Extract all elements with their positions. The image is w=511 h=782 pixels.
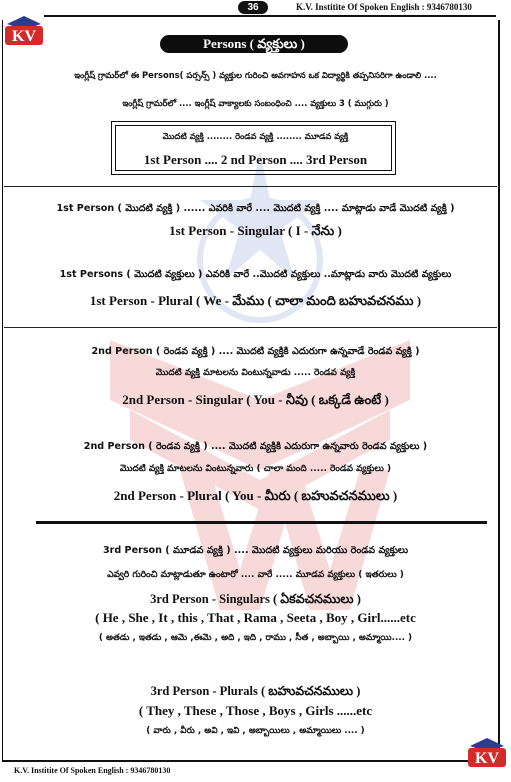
first-person-plural: 1st Person - Plural ( We - మేము ( చాలా మంది బహువచనము ) [89, 293, 422, 308]
box-english-line: 1st Person .... 2 nd Person .... 3rd Person [143, 152, 368, 167]
kv-logo-icon [466, 736, 508, 768]
third-person-definition-2: ఎవ్వరి గురించి మాట్లాడుతూ ఉంటారో .... వారే ..... మూడవ వ్యక్తులు ( ఇతరులు ) [107, 570, 404, 580]
section-divider [4, 186, 497, 187]
third-person-plurals-heading: 3rd Person - Plurals ( బహువచనములు ) [150, 684, 361, 698]
third-person-plurals-telugu: ( వారు , వీరు , అవి , ఇవి , అబ్బాయిలు , అమ్మాయిలు .... ) [146, 726, 365, 736]
third-person-singulars-telugu: ( అతడు , ఇతడు , ఆమె ,ఈమె , అది , ఇది , రాము , సీత , అబ్బాయి , అమ్మాయి.... ) [98, 633, 413, 643]
first-person-definition: 1st Person ( మొదటి వ్యక్తి ) ...... ఎవరికి వారే .... మొదటి వ్యక్తి .... మాట్లాడు వాడే మొదటి వ్యక్తి ) [56, 203, 455, 214]
section-divider [4, 327, 497, 328]
third-person-definition-1: 3rd Person ( మూడవ వ్యక్తి ) .... మొదటి వ్యక్తులు మరియు రెండవ వ్యక్తులు [102, 545, 409, 556]
kv-logo-icon [3, 14, 45, 46]
page-title: Persons ( వ్యక్తులు ) [160, 35, 348, 53]
footer-institute: K.V. Institite Of Spoken English : 9346780130 [14, 766, 171, 775]
second-person-definition: 2nd Person ( రెండవ వ్యక్తి ) .... మొదటి వ్యక్తికి ఎదురుగా ఉన్నవాడే రెండవ వ్యక్తి ) [91, 346, 420, 357]
intro-line-2: ఇంగ్లీష్ గ్రామర్‌లో .... ఇంగ్లీష్ వాక్యాలకు సంబంధించి .... వ్యక్తులు 3 ( ముగ్గురు ) [122, 98, 389, 108]
first-persons-definition: 1st Persons ( మొదటి వ్యక్తులు ) ఎవరికి వారే ..మొదటి వ్యక్తులు ..మాట్లాడు వారు మొదటి వ్యక్తులు [59, 269, 452, 280]
second-person-definition-2: మొదటి వ్యక్తి మాటలను వింటున్నవాడు ..... రెండవ వ్యక్తి [155, 368, 356, 378]
second-persons-definition: 2nd Person ( రెండవ వ్యక్తి ) .... మొదటి వ్యక్తికి ఎదురుగా ఉన్నవారు రెండవ వ్యక్తులు ) [83, 441, 428, 452]
intro-line-1: ఇంగ్లీష్ గ్రామర్‌లో ఈ Persons( పర్సన్స్ ) వ్యక్తుల గురించి అవగాహన ఒక విద్యార్థికి తప్పనిసరిగా ఉండాలి .... [74, 70, 437, 80]
header-institute: K.V. Institite Of Spoken English : 9346780130 [296, 2, 472, 12]
svg-text:KV: KV [12, 28, 36, 45]
second-person-singular: 2nd Person - Singular ( You - నీవు ( ఒక్కడే ఉంటే ) [122, 392, 389, 407]
first-person-singular: 1st Person - Singular ( I - నేను ) [169, 223, 342, 238]
page-number: 36 [238, 1, 268, 14]
svg-text:KV: KV [475, 750, 499, 767]
third-person-plurals-english: ( They , These , Those , Boys , Girls ......etc [138, 703, 373, 718]
second-persons-definition-2: మొదటి వ్యక్తి మాటలను వింటున్నవారు ( చాలా మంది ..... రెండవ వ్యక్తులు ) [119, 464, 392, 474]
third-person-singulars-english: ( He , She , It , this , That , Rama , Seeta , Boy , Girl......etc [95, 610, 416, 625]
third-person-singulars-heading: 3rd Person - Singulars ( ఏకవచనములు ) [150, 592, 361, 606]
section-divider-bold [36, 521, 487, 524]
second-person-plural: 2nd Person - Plural ( You - మీరు ( బహువచనములు ) [113, 488, 398, 503]
box-telugu-line: మొదటి వ్యక్తి ........ రెండవ వ్యక్తి ........ మూడవ వ్యక్తి [162, 131, 349, 141]
header-rule [44, 15, 496, 17]
